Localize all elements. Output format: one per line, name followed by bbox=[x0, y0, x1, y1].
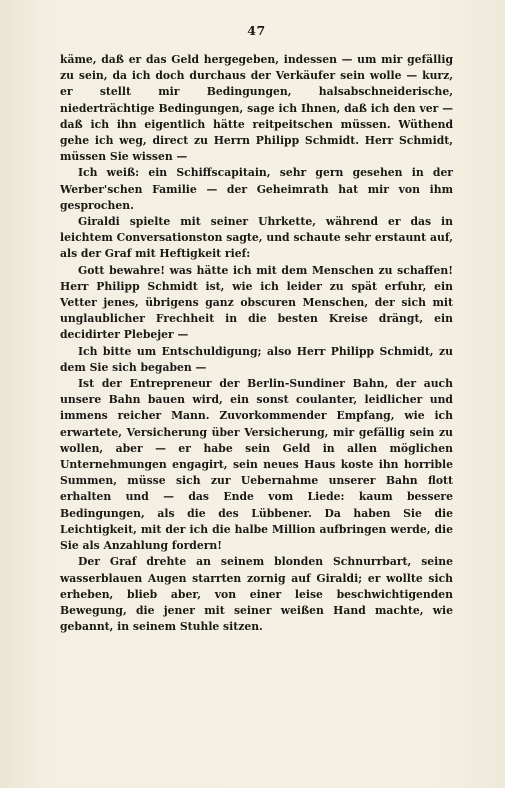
paragraph-4: Gott bewahre! was hätte ich mit dem Menschen zu schaffen! Herr Philipp Schmidt ist, wie ich leider zu spät erfuhr, ein Vetter jenes, übrigens ganz obscuren Menschen, der sich mit unglaublicher Frechheit in die besten Kreise drängt, ein decidirter Plebejer — bbox=[60, 263, 453, 342]
paragraph-1: käme, daß er das Geld hergegeben, indessen — um mir gefällig zu sein, da ich doch durchaus der Verkäufer sein wolle — kurz, er stellt mir Bedingungen, halsabschneiderische, niederträchtige Bedingungen, sage ich Ihnen, daß ich den ver — daß ich ihn eigentlich hätte reitpeitschen müssen. Wüthend gehe ich weg, direct zu Herrn Philipp Schmidt. Herr Schmidt, müssen Sie wissen — bbox=[60, 53, 453, 164]
paragraph-6: Ist der Entrepreneur der Berlin-Sundiner Bahn, der auch unsere Bahn bauen wird, ein sonst coulanter, leidlicher und immens reicher Mann. Zuvorkommender Empfang, wie ich erwartete, Versicherung über Versicherung, mir gefällig sein zu wollen, aber — er habe sein Geld in allen möglichen Unternehmungen engagirt, sein neues Haus koste ihn horrible Summen, müsse sich zur Uebernahme unserer Bahn flott erhalten und — das Ende vom Liede: kaum bessere Bedingungen, als die des Lübbener. Da haben Sie die Leichtigkeit, mit der ich die halbe Million aufbringen werde, die Sie als Anzahlung fordern! bbox=[60, 377, 453, 553]
paragraph-2: Ich weiß: ein Schiffscapitain, sehr gern gesehen in der Werber'schen Familie — der Geheimrath hat mir von ihm gesprochen. bbox=[60, 166, 453, 212]
page-body bbox=[60, 52, 453, 635]
paragraph-3: Giraldi spielte mit seiner Uhrkette, während er das in leichtem Conversationston sagte, und schaute sehr erstaunt auf, als der Graf mit Heftigkeit rief: bbox=[60, 215, 453, 261]
paragraph-7: Der Graf drehte an seinem blonden Schnurrbart, seine wasserblauen Augen starrten zornig auf Giraldi; er wollte sich erheben, blieb aber, von einer leise beschwichtigenden Bewegung, die jener mit seiner weißen Hand machte, wie gebannt, in seinem Stuhle sitzen. bbox=[60, 555, 453, 634]
paragraph-5: Ich bitte um Entschuldigung; also Herr Philipp Schmidt, zu dem Sie sich begaben — bbox=[60, 344, 453, 374]
page-number: 47 bbox=[247, 23, 266, 38]
